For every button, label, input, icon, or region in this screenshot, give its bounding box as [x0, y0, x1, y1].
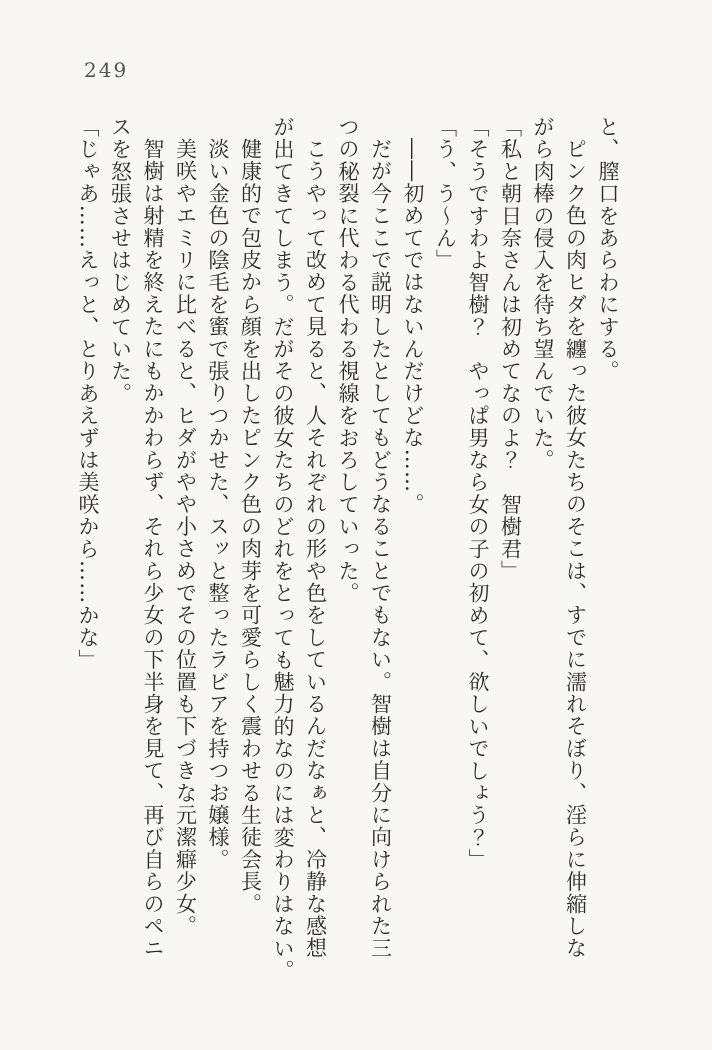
- text-line: がら肉棒の侵入を待ち望んでいた。: [531, 116, 555, 472]
- text-line: 健康的で包皮から顔を出したピンク色の肉芽を可愛らしく震わせる生徒会長。: [238, 138, 263, 915]
- text-line: 美咲やエミリに比べると、ヒダがやや小さめでその位置も下づきな元潔癖少女。: [173, 138, 198, 938]
- text-line: ピンク色の肉ヒダを纏った彼女たちのそこは、すでに濡れそぼり、淫らに伸縮しな: [563, 138, 588, 960]
- text-line: ――初めてではないんだけどな……。: [401, 138, 425, 516]
- text-line: が出てきてしまう。だがその彼女たちのどれをとっても魅力的なのには変わりはない。: [271, 116, 295, 982]
- text-line: つの秘裂に代わる代わる視線をおろしていった。: [336, 116, 360, 605]
- text-line: スを怒張させはじめていた。: [108, 116, 133, 405]
- text-line: 淡い金色の陰毛を蜜で張りつかせた、スッと整ったラビアを持つお嬢様。: [206, 138, 230, 871]
- text-line: 「そうですわよ智樹？ やっぱ男なら女の子の初めて、欲しいでしょう？」: [466, 116, 490, 871]
- text-line: 「じゃあ……えっと、とりあえずは美咲から……かな」: [76, 116, 100, 671]
- page-number: 249: [84, 58, 129, 82]
- text-line: 智樹は射精を終えたにもかかわらず、それら少女の下半身を見て、再び自らのペニ: [141, 138, 165, 960]
- text-line: と、膣口をあらわにする。: [596, 116, 620, 383]
- text-block: [72, 116, 625, 994]
- text-line: こうやって改めて見ると、人それぞれの形や色をしているんだなぁと、冷静な感想: [303, 138, 328, 960]
- text-line: 「私と朝日奈さんは初めてなのよ？ 智樹君」: [498, 116, 523, 583]
- text-line: だが今ここで説明したとしてもどうなることでもない。智樹は自分に向けられた三: [368, 138, 393, 960]
- text-line: 「う、う〜ん」: [433, 116, 458, 272]
